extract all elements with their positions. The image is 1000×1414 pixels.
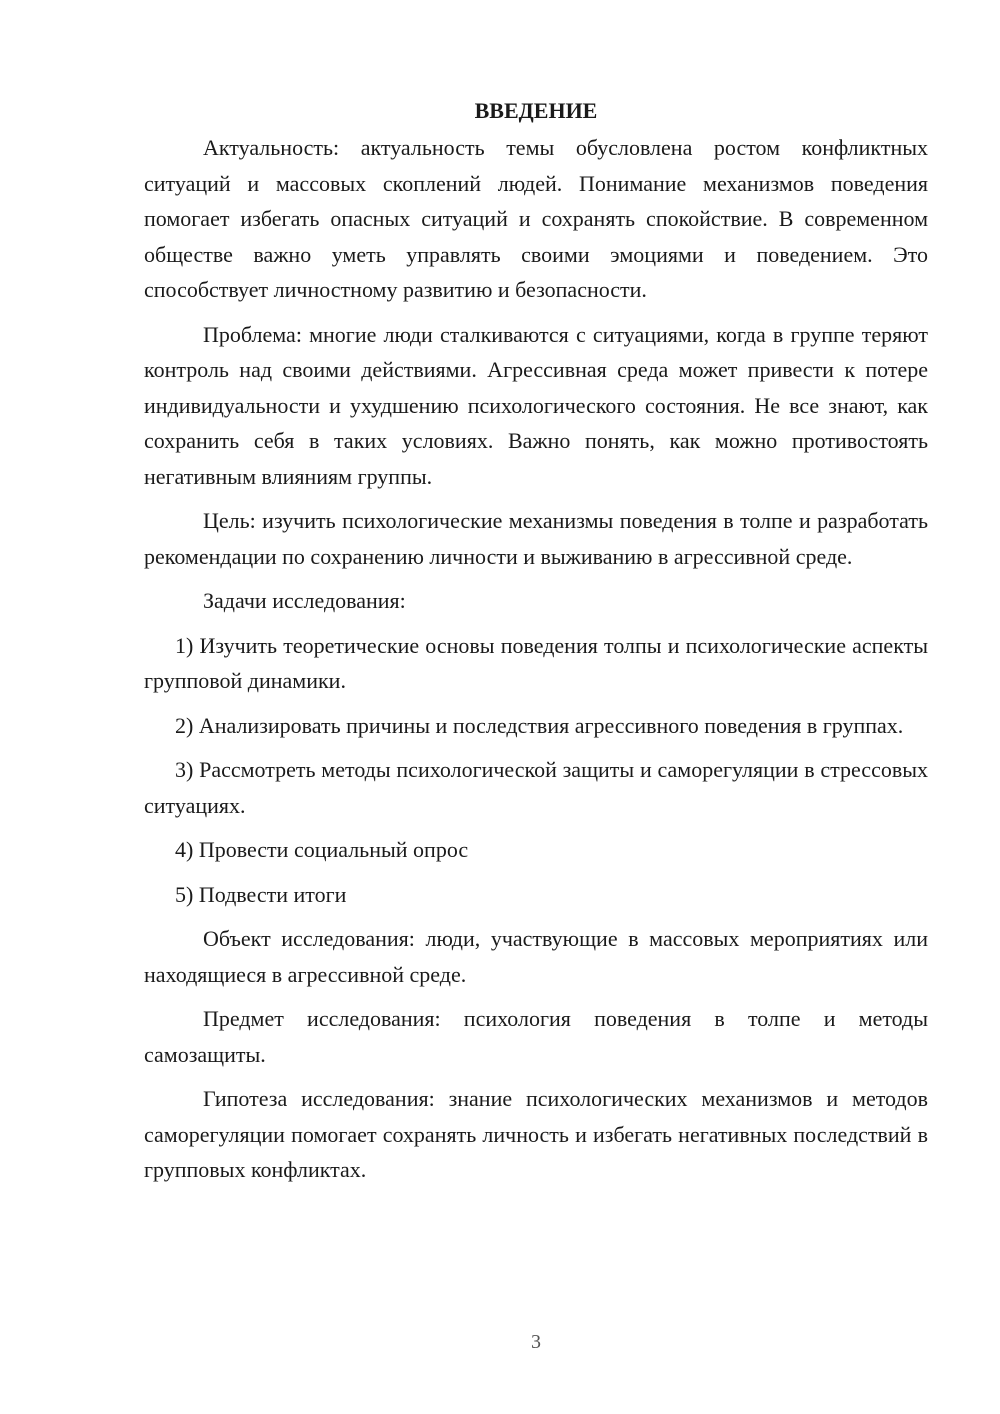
page-number: 3 [531, 1331, 541, 1353]
task-item-1: 1) Изучить теоретические основы поведения толпы и психологические аспекты групповой динамики. [144, 632, 928, 693]
paragraph-goal: Цель: изучить психологические механизмы поведения в толпе и разработать рекомендации по сохранению личности и выживанию в агрессивной среде. [144, 508, 928, 569]
section-title: ВВЕДЕНИЕ [474, 98, 598, 123]
task-item-4: 4) Провести социальный опрос [175, 837, 469, 862]
paragraph-object: Объект исследования: люди, участвующие в массовых мероприятиях или находящиеся в агрессивной среде. [144, 926, 928, 987]
paragraph-hypothesis: Гипотеза исследования: знание психологических механизмов и методов саморегуляции помогает сохранять личность и избегать негативных последствий в групповых конфликтах. [144, 1086, 928, 1182]
paragraph-problem: Проблема: многие люди сталкиваются с ситуациями, когда в группе теряют контроль над своими действиями. Агрессивная среда может привести к потере индивидуальности и ухудшению психологического состояния. Не все знают, как сохранить себя в таких условиях. Важно понять, как можно противостоять негативным влияниям группы. [144, 321, 928, 489]
task-item-3: 3) Рассмотреть методы психологической защиты и саморегуляции в стрессовых ситуациях. [144, 757, 928, 818]
task-item-2: 2) Анализировать причины и последствия агрессивного поведения в группах. [175, 712, 904, 738]
tasks-heading: Задачи исследования: [203, 588, 406, 613]
paragraph-relevance: Актуальность: актуальность темы обусловлена ростом конфликтных ситуаций и массовых скоплений людей. Понимание механизмов поведения помогает избегать опасных ситуаций и сохранять спокойствие. В современном обществе важно уметь управлять своими эмоциями и поведением. Это способствует личностному развитию и безопасности. [144, 135, 928, 302]
task-item-5: 5) Подвести итоги [175, 881, 347, 907]
page-content [144, 96, 928, 1197]
paragraph-subject: Предмет исследования: психология поведения в толпе и методы самозащиты. [144, 1006, 928, 1067]
